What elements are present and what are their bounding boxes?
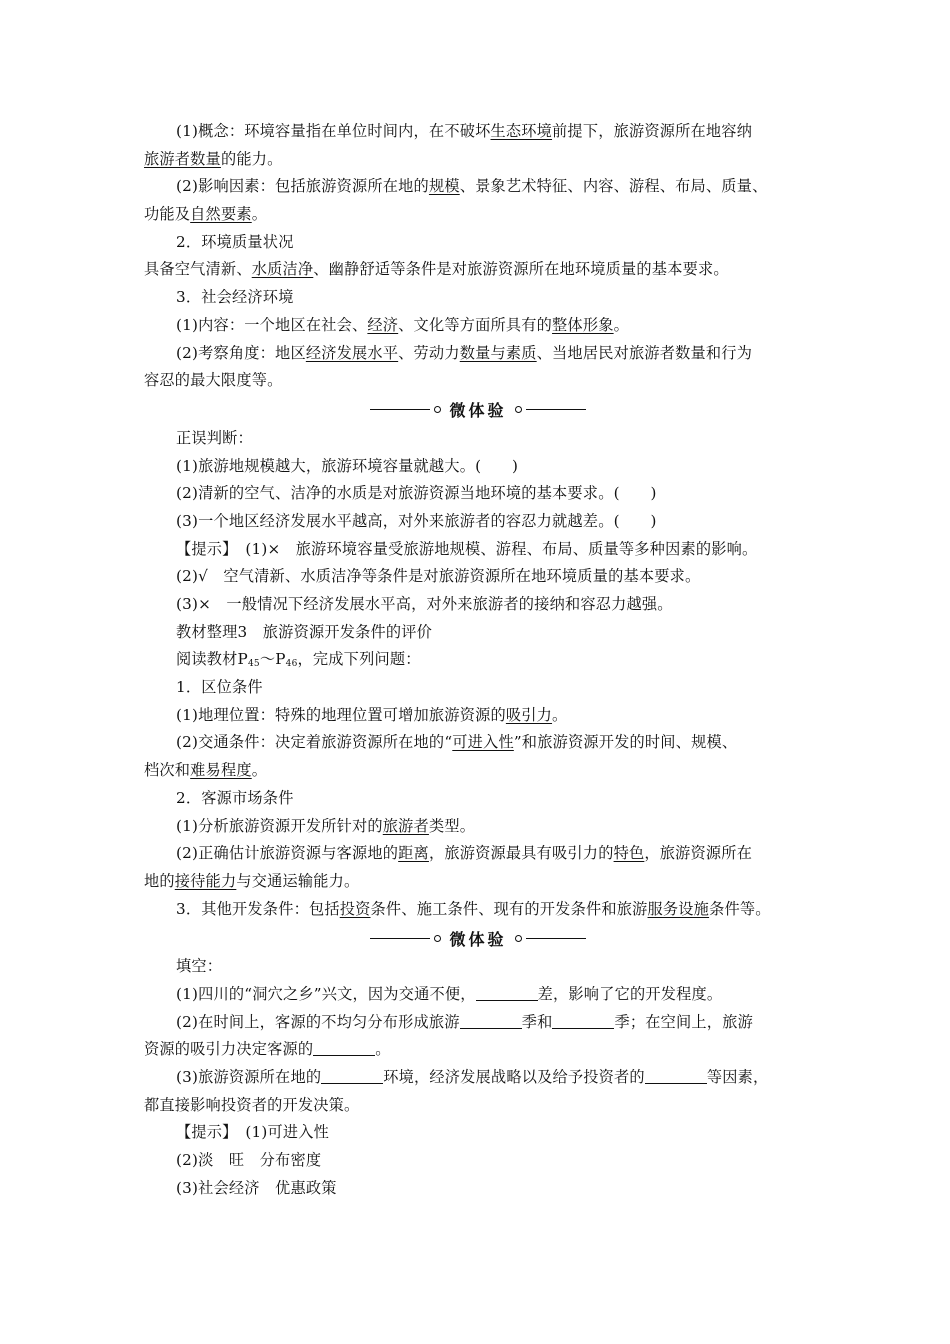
reading-instruction: 阅读教材$P_{45}\sim P_{46}$，完成下列问题： [176, 650, 421, 670]
market-line-2: (2)正确估计旅游资源与客源地的距离，旅游资源最具有吸引力的特色，旅游资源所在 [176, 844, 753, 863]
underlined-term: 生态环境 [490, 122, 553, 140]
fill-item-2: (2)在时间上，客源的不均匀分布形成旅游 季和 季；在空间上，旅游 [176, 1012, 753, 1031]
underlined-term: 自然要素 [190, 205, 252, 224]
angle-line-1: (2)考察角度：地区经济发展水平、劳动力数量与素质、当地居民对旅游者数量和行为 [176, 343, 753, 362]
fill-item-1: (1)四川的“洞穴之乡”兴文，因为交通不便， 差，影响了它的开发程度。 [176, 984, 723, 1003]
fill-blank[interactable] [645, 1068, 707, 1084]
traffic-line-1: (2)交通条件：决定着旅游资源所在地的“可进入性”和旅游资源开发的时间、规模、 [176, 733, 738, 752]
underlined-term: 吸引力 [505, 705, 553, 724]
fill-item-2-cont: 资源的吸引力决定客源的 。 [144, 1040, 391, 1059]
underlined-term: 可进入性 [452, 733, 514, 752]
underlined-term: 特色 [613, 844, 645, 863]
divider-dot-icon [515, 406, 522, 413]
hint-line-2: (2)√ 空气清新、水质洁净等条件是对旅游资源所在地环境质量的基本要求。 [176, 567, 701, 586]
divider-dot-icon [434, 406, 441, 413]
content-line: (1)内容：一个地区在社会、经济、文化等方面所具有的整体形象。 [176, 315, 629, 334]
judge-item-3: (3)一个地区经济发展水平越高，对外来旅游者的容忍力就越差。( ) [176, 511, 657, 530]
underlined-term: 水质洁净 [251, 260, 314, 279]
answer-line-3: (3)社会经济 优惠政策 [176, 1178, 337, 1197]
fill-blank[interactable] [476, 985, 538, 1001]
underlined-term: 距离 [398, 844, 429, 863]
underlined-term: 接待能力 [174, 871, 237, 890]
fill-blank[interactable] [552, 1013, 614, 1029]
divider-rule [370, 938, 430, 939]
underlined-term: 服务设施 [647, 899, 710, 918]
hint-line-1: 【提示】 (1)× 旅游环境容量受旅游地规模、游程、布局、质量等多种因素的影响。 [176, 539, 758, 558]
judge-label: 正误判断： [176, 428, 253, 447]
answer-line-1: 【提示】 (1)可进入性 [176, 1123, 330, 1142]
market-line-1: (1)分析旅游资源开发所针对的旅游者类型。 [176, 816, 476, 835]
heading-social-economic: 3．社会经济环境 [176, 288, 294, 307]
fill-blank[interactable] [313, 1040, 375, 1056]
underlined-term: 规模 [428, 177, 460, 196]
judge-item-2: (2)清新的空气、洁净的水质是对旅游资源当地环境的基本要求。( ) [176, 484, 657, 503]
divider-dot-icon [515, 935, 522, 942]
answer-line-2: (2)淡 旺 分布密度 [176, 1151, 322, 1170]
underlined-term: 投资 [339, 899, 371, 918]
divider-title: 微体验 [449, 929, 507, 949]
heading-env-quality: 2．环境质量状况 [176, 232, 294, 251]
angle-line-2: 容忍的最大限度等。 [144, 371, 283, 390]
factors-line-1: (2)影响因素：包括旅游资源所在地的规模、景象艺术特征、内容、游程、布局、质量、 [176, 177, 768, 196]
underlined-term: 经济发展水平 [305, 343, 399, 362]
divider-title: 微体验 [449, 401, 507, 421]
fill-item-3-cont: 都直接影响投资者的开发决策。 [144, 1095, 360, 1114]
judge-item-1: (1)旅游地规模越大，旅游环境容量就越大。( ) [176, 456, 519, 475]
market-line-3: 地的接待能力与交通运输能力。 [144, 871, 360, 890]
location-line: (1)地理位置：特殊的地理位置可增加旅游资源的吸引力。 [176, 705, 568, 724]
section-title: 教材整理3 旅游资源开发条件的评价 [176, 622, 433, 641]
fill-label: 填空： [176, 957, 223, 976]
underlined-term: 难易程度 [190, 761, 252, 780]
other-conditions-line: 3．其他开发条件：包括投资条件、施工条件、现有的开发条件和旅游服务设施条件等。 [176, 899, 771, 918]
heading-market: 2．客源市场条件 [176, 788, 294, 807]
divider-rule [526, 938, 586, 939]
section-divider-2 [144, 923, 812, 953]
document-page [144, 118, 812, 1202]
underlined-term: 经济 [367, 315, 399, 334]
traffic-line-2: 档次和难易程度。 [144, 761, 268, 780]
fill-blank[interactable] [460, 1013, 522, 1029]
fill-blank[interactable] [321, 1068, 383, 1084]
hint-line-3: (3)× 一般情况下经济发展水平高，对外来旅游者的接纳和容忍力越强。 [176, 595, 673, 613]
underlined-term: 旅游者数量 [144, 149, 221, 168]
env-quality-line: 具备空气清新、水质洁净、幽静舒适等条件是对旅游资源所在地环境质量的基本要求。 [144, 260, 729, 279]
divider-rule [526, 409, 586, 410]
divider-dot-icon [434, 935, 441, 942]
fill-item-3: (3)旅游资源所在地的 环境，经济发展战略以及给予投资者的 等因素， [176, 1068, 769, 1086]
underlined-term: 整体形象 [552, 315, 614, 334]
concept-line-1: (1)概念：环境容量指在单位时间内，在不破坏生态环境前提下，旅游资源所在地容纳 [176, 122, 753, 140]
factors-line-2: 功能及自然要素。 [144, 205, 268, 224]
divider-rule [370, 409, 430, 410]
concept-line-2: 旅游者数量的能力。 [144, 149, 283, 168]
underlined-term: 旅游者 [382, 816, 429, 835]
underlined-term: 数量与素质 [459, 343, 537, 362]
heading-location: 1．区位条件 [176, 678, 263, 697]
section-divider-1 [144, 395, 812, 425]
